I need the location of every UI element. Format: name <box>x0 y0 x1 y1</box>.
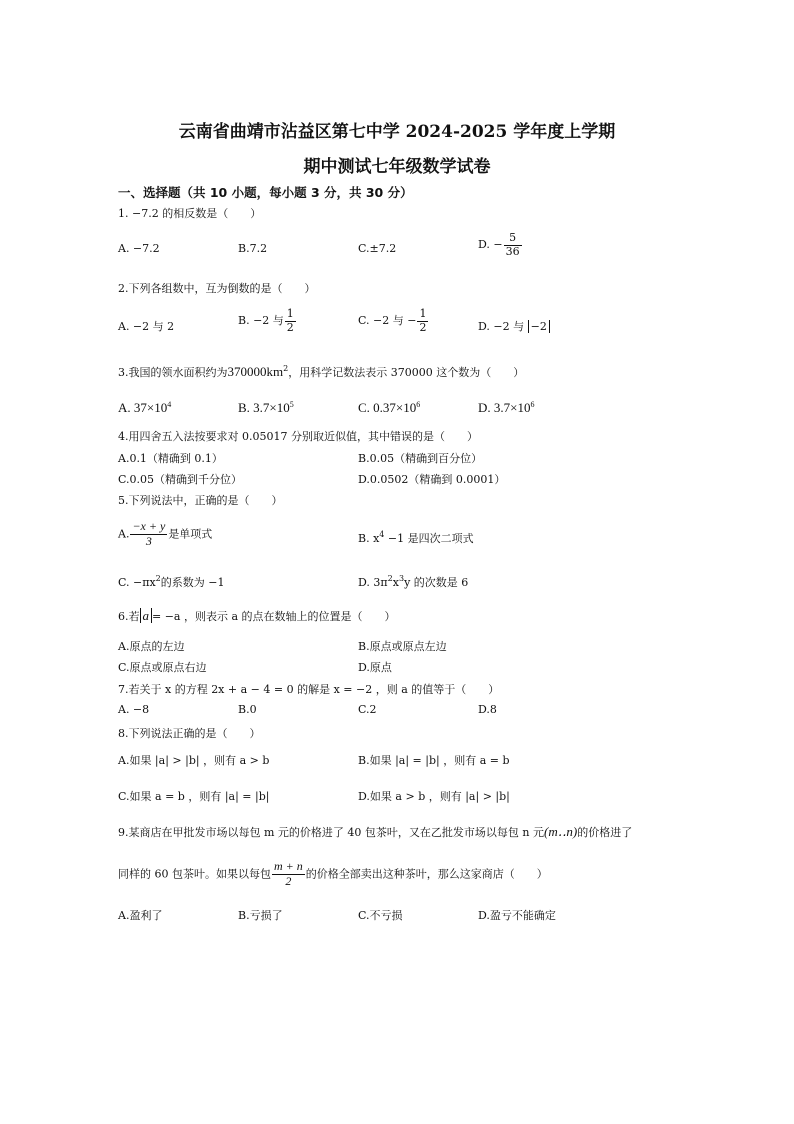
q3-c-exp: 6 <box>416 400 421 409</box>
q9-line2-b: 的价格全部卖出这种茶叶，那么这家商店（ ） <box>305 867 548 881</box>
q4-option-a: A.0.1（精确到 0.1） <box>118 452 223 465</box>
q3-b-base: B. 3.7×10 <box>238 400 290 415</box>
q5-a-fraction <box>130 520 167 549</box>
q7-stem: 7.若关于 x 的方程 2x + a − 4 = 0 的解是 x = −2 ，则 a 的值等于（ ） <box>118 683 500 696</box>
q5-d-exp2: 3 <box>398 574 405 583</box>
section-heading: 一、选择题（共 10 小题，每小题 3 分，共 30 分） <box>118 185 413 200</box>
q6-option-a: A.原点的左边 <box>118 640 185 653</box>
q6-stem-a: 6.若 <box>118 610 140 623</box>
q3-stem <box>118 364 524 380</box>
q4-stem: 4.用四舍五入法按要求对 0.05017 分别取近似值，其中错误的是（ ） <box>118 430 478 443</box>
q7-option-c: C.2 <box>358 703 377 716</box>
q8-option-c: C.如果 a = b ，则有 |a| = |b| <box>118 790 270 803</box>
q6-option-b: B.原点或原点左边 <box>358 640 447 653</box>
q1-option-c: C.±7.2 <box>358 242 397 255</box>
q2-option-b <box>238 308 297 334</box>
q2-b-denominator: 2 <box>286 320 294 334</box>
q9-option-d: D.盈亏不能确定 <box>478 909 556 922</box>
exam-title-line2: 期中测试七年级数学试卷 <box>303 157 491 177</box>
q9-line2-a: 同样的 60 包茶叶。如果以每包 <box>118 867 271 881</box>
q5-c-b: 的系数为 −1 <box>160 576 225 589</box>
q5-a-denominator: 3 <box>145 533 152 548</box>
q2-option-d <box>478 318 550 334</box>
q3-area-exponent: 2 <box>283 364 289 373</box>
q3-option-b <box>238 400 294 416</box>
q5-option-a <box>118 520 212 549</box>
q9-condition: (m‥n) <box>543 824 578 839</box>
q9-option-b: B.亏损了 <box>238 909 283 922</box>
q9-stem-a: 9.某商店在甲批发市场以每包 m 元的价格进了 40 包茶叶，又在乙批发市场以每包 n 元 <box>118 826 544 839</box>
q5-a-suffix: 是单项式 <box>168 527 213 541</box>
q7-option-a: A. −8 <box>118 703 150 716</box>
q9-stem-line1 <box>118 824 632 840</box>
q3-c-base: C. 0.37×10 <box>358 400 417 415</box>
q5-option-c <box>118 574 224 590</box>
q5-b-exp: 4 <box>379 530 385 539</box>
q3-option-d <box>478 400 534 416</box>
q9-frac-denominator: 2 <box>285 873 292 888</box>
q5-b-a: B. x <box>358 532 380 545</box>
q5-d-b: x <box>392 576 399 589</box>
q3-stem-a: 3.我国的领水面积约为 <box>118 366 228 379</box>
q3-option-a <box>118 400 171 416</box>
q9-price-fraction <box>272 860 305 889</box>
q2-d-absolute: −2 <box>528 320 550 333</box>
q9-option-a: A.盈利了 <box>118 909 163 922</box>
q5-a-numerator: −x + y <box>132 519 166 533</box>
q2-c-fraction <box>417 308 428 334</box>
q2-b-fraction <box>285 308 296 334</box>
q6-absolute: a <box>140 608 153 623</box>
q4-option-c: C.0.05（精确到千分位） <box>118 473 243 486</box>
q9-frac-numerator: m + n <box>274 859 303 873</box>
q3-b-exp: 5 <box>289 400 294 409</box>
q9-stem-b: 的价格进了 <box>577 826 633 839</box>
q5-a-prefix: A. <box>118 527 130 541</box>
q2-c-prefix: C. −2 与 − <box>358 314 417 328</box>
q6-stem-b: = −a ，则表示 a 的点在数轴上的位置是（ ） <box>152 610 396 623</box>
q2-b-prefix: B. −2 与 <box>238 314 284 328</box>
q5-option-d <box>358 574 468 590</box>
q5-d-exp1: 2 <box>387 574 393 583</box>
q5-c-exp: 2 <box>155 574 161 583</box>
q2-c-denominator: 2 <box>419 320 427 334</box>
q1-option-d <box>478 232 523 258</box>
q4-option-b: B.0.05（精确到百分位） <box>358 452 483 465</box>
q3-stem-b: ，用科学记数法表示 370000 这个数为（ ） <box>288 366 525 379</box>
q1-d-denominator: 36 <box>505 244 520 258</box>
q5-d-a: D. 3π <box>358 576 388 589</box>
q5-d-c: y 的次数是 6 <box>404 576 469 589</box>
q6-stem <box>118 608 396 624</box>
q7-option-b: B.0 <box>238 703 257 716</box>
q2-c-numerator: 1 <box>419 307 427 320</box>
q3-a-base: A. 37×10 <box>118 400 168 415</box>
q2-stem: 2.下列各组数中，互为倒数的是（ ） <box>118 282 316 295</box>
q1-option-b: B.7.2 <box>238 242 268 255</box>
q3-a-exp: 4 <box>167 400 172 409</box>
q7-option-d: D.8 <box>478 703 497 716</box>
q5-option-b <box>358 530 474 546</box>
q3-d-base: D. 3.7×10 <box>478 400 531 415</box>
q1-stem: 1. −7.2 的相反数是（ ） <box>118 207 262 220</box>
q1-d-fraction <box>504 232 522 258</box>
q5-b-b: −1 是四次二项式 <box>384 532 474 545</box>
q9-stem-line2 <box>118 860 548 889</box>
q2-b-numerator: 1 <box>286 307 294 320</box>
q2-option-a: A. −2 与 2 <box>118 320 175 333</box>
q5-c-a: C. −πx <box>118 576 156 589</box>
q2-option-c <box>358 308 429 334</box>
q1-option-a: A. −7.2 <box>118 242 160 255</box>
q5-stem: 5.下列说法中，正确的是（ ） <box>118 494 283 507</box>
exam-title-line1: 云南省曲靖市沾益区第七中学 2024-2025 学年度上学期 <box>178 122 616 142</box>
q1-d-numerator: 5 <box>504 232 522 246</box>
q3-area-value: 370000km <box>227 364 284 379</box>
q3-d-exp: 6 <box>530 400 535 409</box>
q8-option-d: D.如果 a > b ，则有 |a| > |b| <box>358 790 510 803</box>
q8-option-b: B.如果 |a| = |b| ，则有 a = b <box>358 754 510 767</box>
q4-option-d: D.0.0502（精确到 0.0001） <box>358 473 506 486</box>
q3-option-c <box>358 400 420 416</box>
q8-option-a: A.如果 |a| > |b| ，则有 a > b <box>118 754 270 767</box>
q8-stem: 8.下列说法正确的是（ ） <box>118 727 261 740</box>
q6-option-c: C.原点或原点右边 <box>118 661 207 674</box>
q6-option-d: D.原点 <box>358 661 392 674</box>
q9-option-c: C.不亏损 <box>358 909 403 922</box>
q1-d-prefix: D. − <box>478 238 503 252</box>
q2-d-prefix: D. −2 与 <box>478 320 525 333</box>
